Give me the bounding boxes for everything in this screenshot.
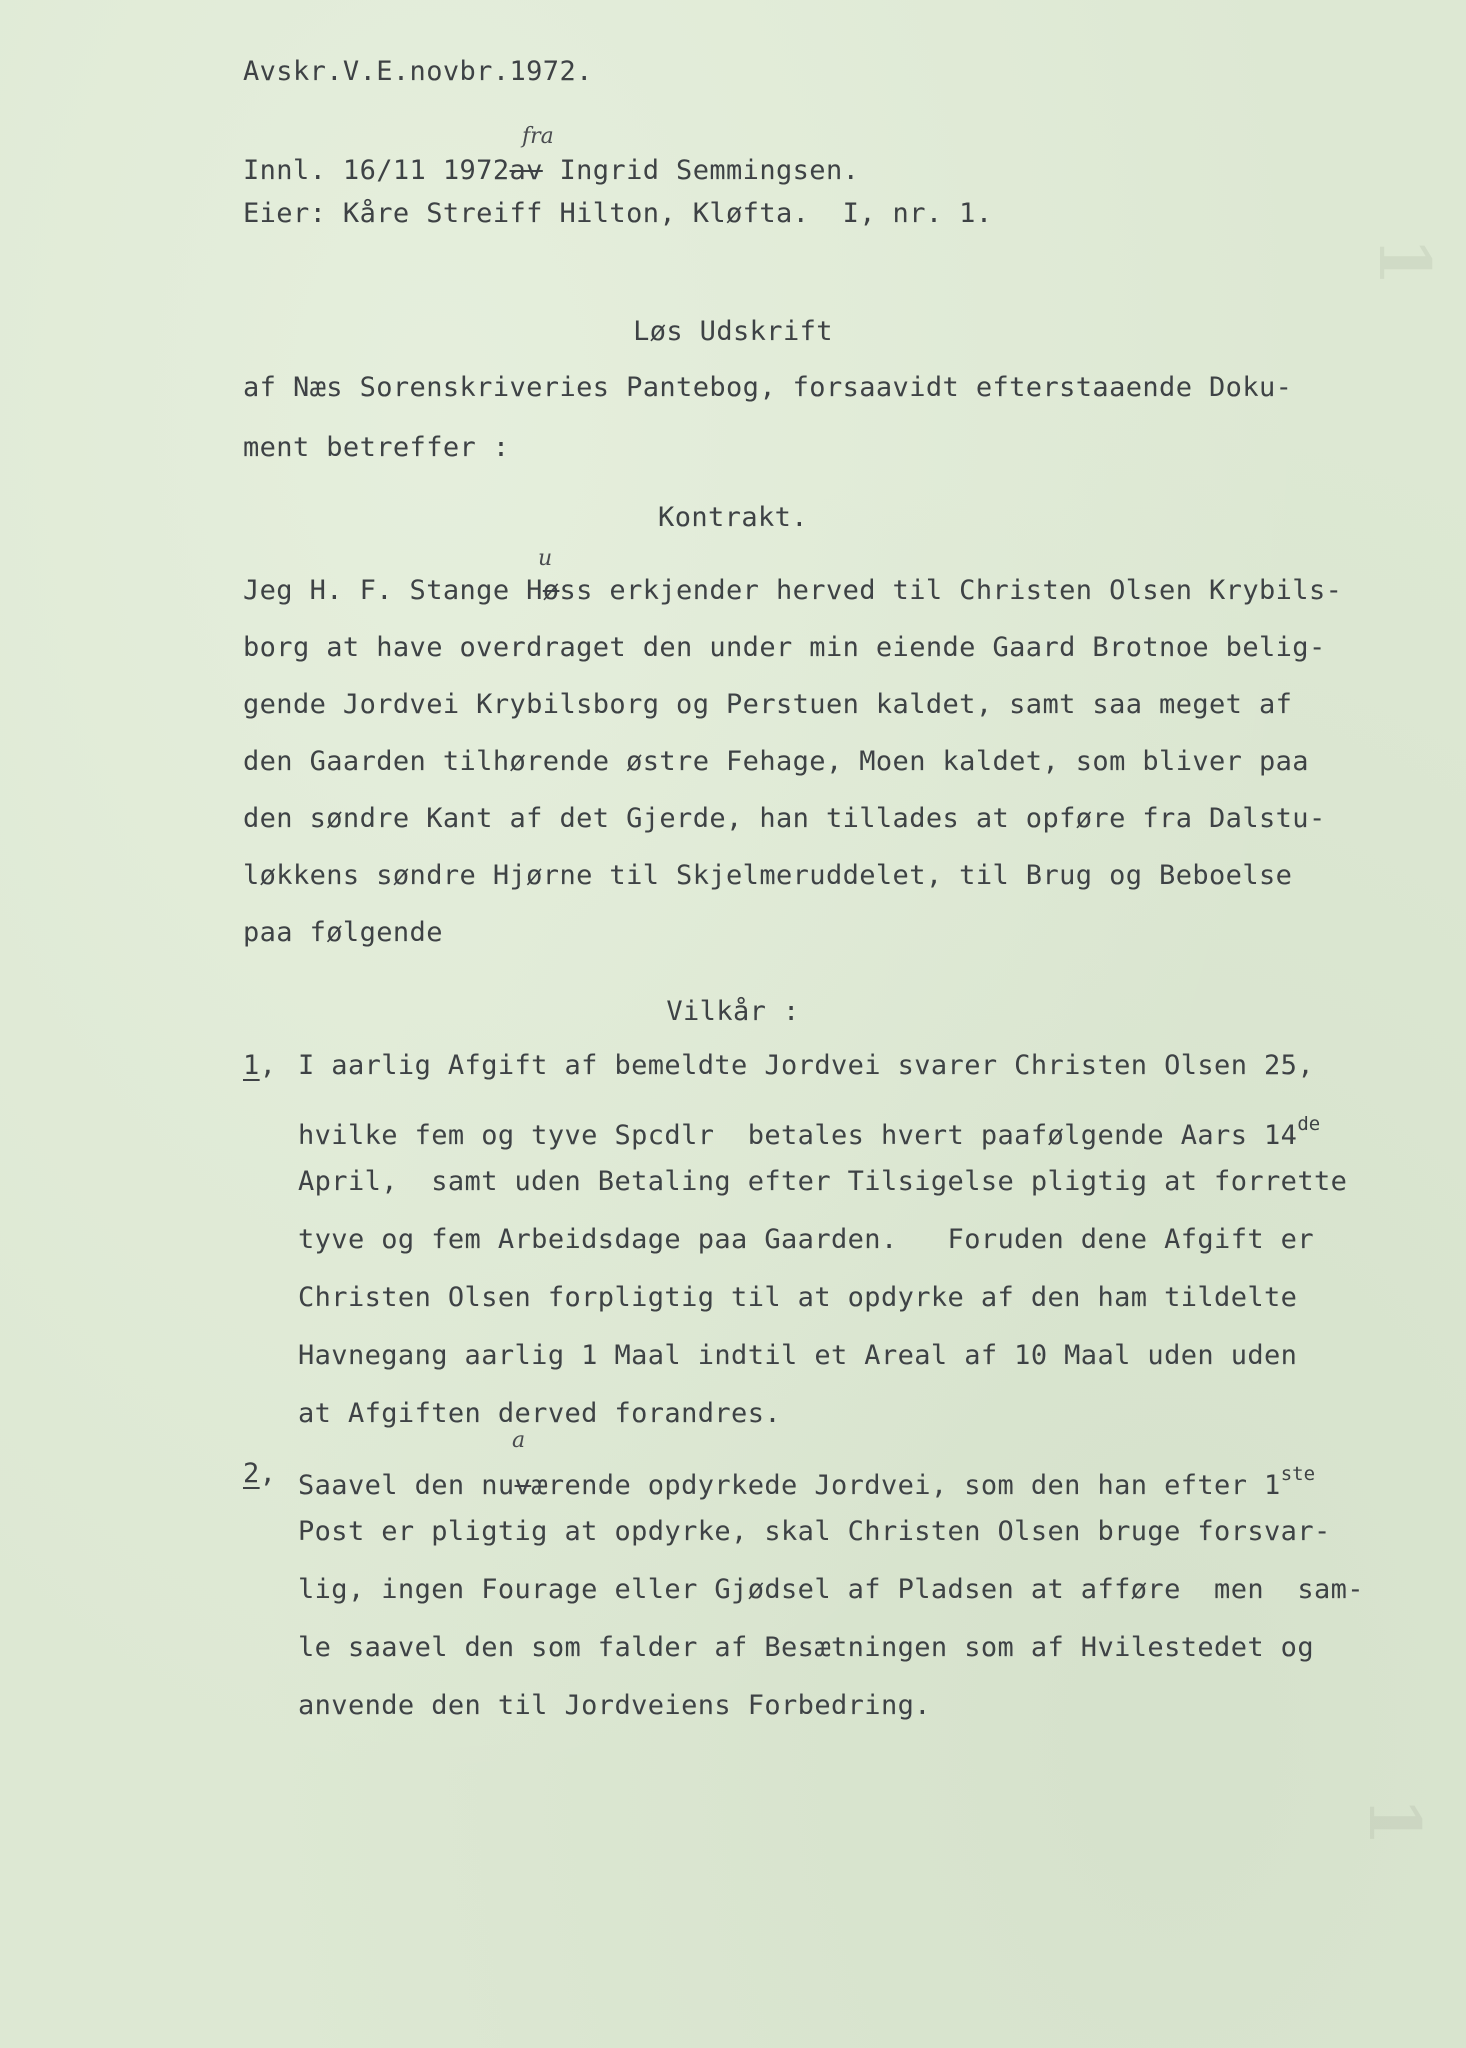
condition-line: Havnegang aarlig 1 Maal indtil et Areal af 10 Maal uden uden (298, 1340, 1298, 1371)
intro-line: ment betreffer : (243, 432, 510, 463)
received-struck-word: av (509, 155, 543, 186)
conditions-heading: Vilkår : (666, 996, 800, 1027)
condition-1-numeral: 1 (243, 1050, 260, 1081)
body-line: den søndre Kant af det Gjerde, han tillades at opføre fra Dalstu- (243, 803, 1326, 834)
bleed-through-mark: 1 (1352, 1797, 1436, 1846)
condition-line: Post er pligtig at opdyrke, skal Christen Olsen bruge forsvar- (298, 1516, 1331, 1547)
condition-line: lig, ingen Fourage eller Gjødsel af Pladsen at afføre men sam- (298, 1574, 1364, 1605)
received-handwritten-insert: fra (522, 124, 554, 149)
condition-line: April, samt uden Betaling efter Tilsigelse pligtig at forrette (298, 1166, 1348, 1197)
condition-2-mid: ærende opdyrkede Jordvei, som den han efter 1 (531, 1470, 1281, 1501)
received-prefix: Innl. 16/11 1972 (243, 155, 510, 186)
condition-2-struck: v (514, 1470, 532, 1501)
condition-line: tyve og fem Arbeidsdage paa Gaarden. Foruden dene Afgift er (298, 1224, 1314, 1255)
archive-note: Avskr.V.E.novbr.1972. (243, 56, 593, 87)
condition-line: at Afgiften derved forandres. (298, 1398, 782, 1429)
condition-line (298, 1458, 1315, 1502)
condition-line (298, 1108, 1320, 1152)
condition-1-line2: hvilke fem og tyve Spcdlr betales hvert paafølgende Aars 14 (298, 1120, 1298, 1151)
body-line: gende Jordvei Krybilsborg og Perstuen kaldet, samt saa meget af (243, 689, 1293, 720)
document-type: Kontrakt. (658, 502, 808, 533)
condition-2-handwritten-insert: a (512, 1428, 526, 1453)
body-first-struck: ø (542, 575, 560, 606)
body-handwritten-insert: u (538, 546, 553, 571)
body-line: borg at have overdraget den under min eiende Gaard Brotnoe belig- (243, 632, 1326, 663)
received-line (243, 155, 859, 187)
received-name: Ingrid Semmingsen. (542, 155, 860, 186)
body-first-end: ss erkjender herved til Christen Olsen Krybils- (559, 575, 1343, 606)
document-title: Løs Udskrift (633, 316, 833, 347)
condition-line: Christen Olsen forpligtig til at opdyrke af den ham tildelte (298, 1282, 1298, 1313)
intro-line: af Næs Sorenskriveries Pantebog, forsaavidt efterstaaende Doku- (243, 372, 1293, 403)
condition-line: anvende den til Jordveiens Forbedring. (298, 1690, 931, 1721)
body-line (243, 575, 1342, 607)
condition-1-superscript: de (1297, 1113, 1321, 1135)
condition-line: le saavel den som falder af Besætningen som af Hvilestedet og (298, 1632, 1314, 1663)
condition-1-number: 1, (243, 1050, 277, 1081)
body-first-start: Jeg H. F. Stange H (243, 575, 543, 606)
bleed-through-mark: 1 (1362, 237, 1446, 286)
condition-2-start: Saavel den nu (298, 1470, 515, 1501)
body-line: den Gaarden tilhørende østre Fehage, Moen kaldet, som bliver paa (243, 746, 1309, 777)
body-line: løkkens søndre Hjørne til Skjelmeruddelet, til Brug og Beboelse (243, 860, 1293, 891)
condition-2-numeral: 2 (243, 1458, 260, 1489)
condition-line: I aarlig Afgift af bemeldte Jordvei svarer Christen Olsen 25, (298, 1050, 1314, 1081)
condition-2-superscript: ste (1280, 1463, 1316, 1485)
condition-2-number: 2, (243, 1458, 277, 1489)
owner-line: Eier: Kåre Streiff Hilton, Kløfta. I, nr. 1. (243, 198, 993, 229)
body-line: paa følgende (243, 917, 443, 948)
